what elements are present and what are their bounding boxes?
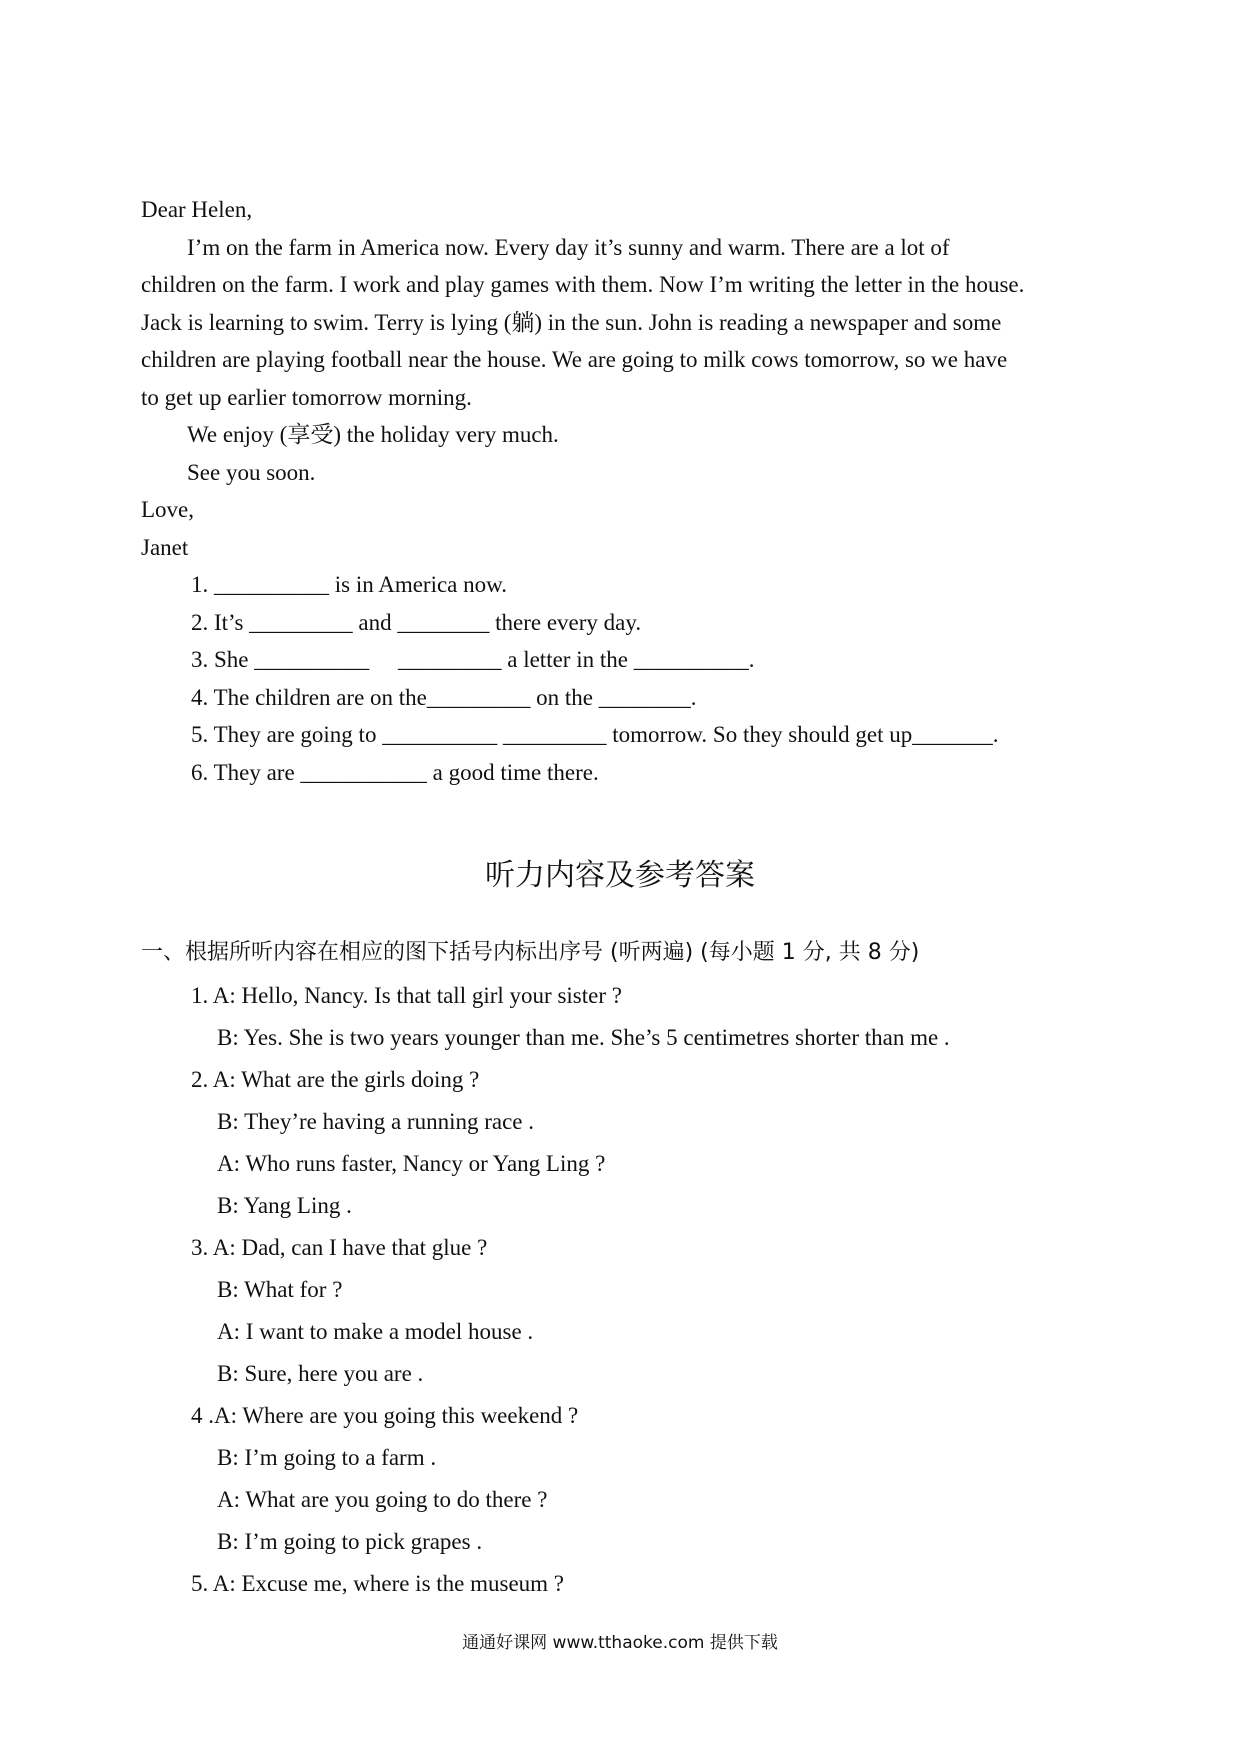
question-item: 4. The children are on the_________ on the ________. (191, 685, 697, 710)
letter-paragraph-line: to get up earlier tomorrow morning. (141, 385, 472, 410)
question-item: 5. They are going to __________ _________ tomorrow. So they should get up_______. (191, 722, 999, 747)
dialogue-line: 5. A: Excuse me, where is the museum ? (191, 1571, 565, 1596)
dialogue-line: B: What for ? (217, 1277, 343, 1302)
question-item: 1. __________ is in America now. (191, 572, 508, 597)
page-footer: 通通好课网 www.tthaoke.com 提供下载 (462, 1633, 778, 1653)
letter-paragraph: We enjoy (享受) the holiday very much. (187, 422, 559, 447)
question-item: 3. She __________ _________ a letter in the __________. (191, 647, 755, 672)
dialogue-line: B: I’m going to a farm . (217, 1445, 437, 1470)
question-item: 6. They are ___________ a good time there. (191, 760, 599, 785)
dialogue-line: B: I’m going to pick grapes . (217, 1529, 483, 1554)
dialogue-line: B: Yes. She is two years younger than me. She’s 5 centimetres shorter than me . (217, 1025, 950, 1050)
letter-paragraph-line: Jack is learning to swim. Terry is lying (躺) in the sun. John is reading a newspaper and some (141, 310, 1002, 335)
dialogue-line: B: Yang Ling . (217, 1193, 352, 1218)
dialogue-line: 1. A: Hello, Nancy. Is that tall girl your sister ? (191, 983, 622, 1008)
dialogue-line: 4 .A: Where are you going this weekend ? (191, 1403, 579, 1428)
letter-paragraph-line (187, 233, 1098, 263)
dialogue-line: A: I want to make a model house . (217, 1319, 534, 1344)
section-title: 一、根据所听内容在相应的图下括号内标出序号 (听两遍) (每小题 1 分, 共 8 分) (141, 940, 920, 965)
dialogue-line: 2. A: What are the girls doing ? (191, 1067, 480, 1092)
question-item: 2. It’s _________ and ________ there every day. (191, 610, 642, 635)
dialogue-line: A: What are you going to do there ? (217, 1487, 548, 1512)
letter-text: I’m on the farm in America now. Every day it’s sunny and warm. There are a lot of (187, 235, 950, 260)
letter-greeting: Dear Helen, (141, 197, 253, 222)
letter-paragraph: See you soon. (187, 460, 316, 485)
letter-paragraph-line: children are playing football near the house. We are going to milk cows tomorrow, so we have (141, 347, 1008, 372)
dialogue-line: B: They’re having a running race . (217, 1109, 534, 1134)
letter-paragraph-line: children on the farm. I work and play games with them. Now I’m writing the letter in the house. (141, 272, 1025, 297)
letter-signature: Janet (141, 535, 189, 560)
dialogue-line: A: Who runs faster, Nancy or Yang Ling ? (217, 1151, 606, 1176)
letter-closing: Love, (141, 497, 195, 522)
answer-heading: 听力内容及参考答案 (485, 858, 755, 893)
dialogue-line: B: Sure, here you are . (217, 1361, 424, 1386)
dialogue-line: 3. A: Dad, can I have that glue ? (191, 1235, 488, 1260)
